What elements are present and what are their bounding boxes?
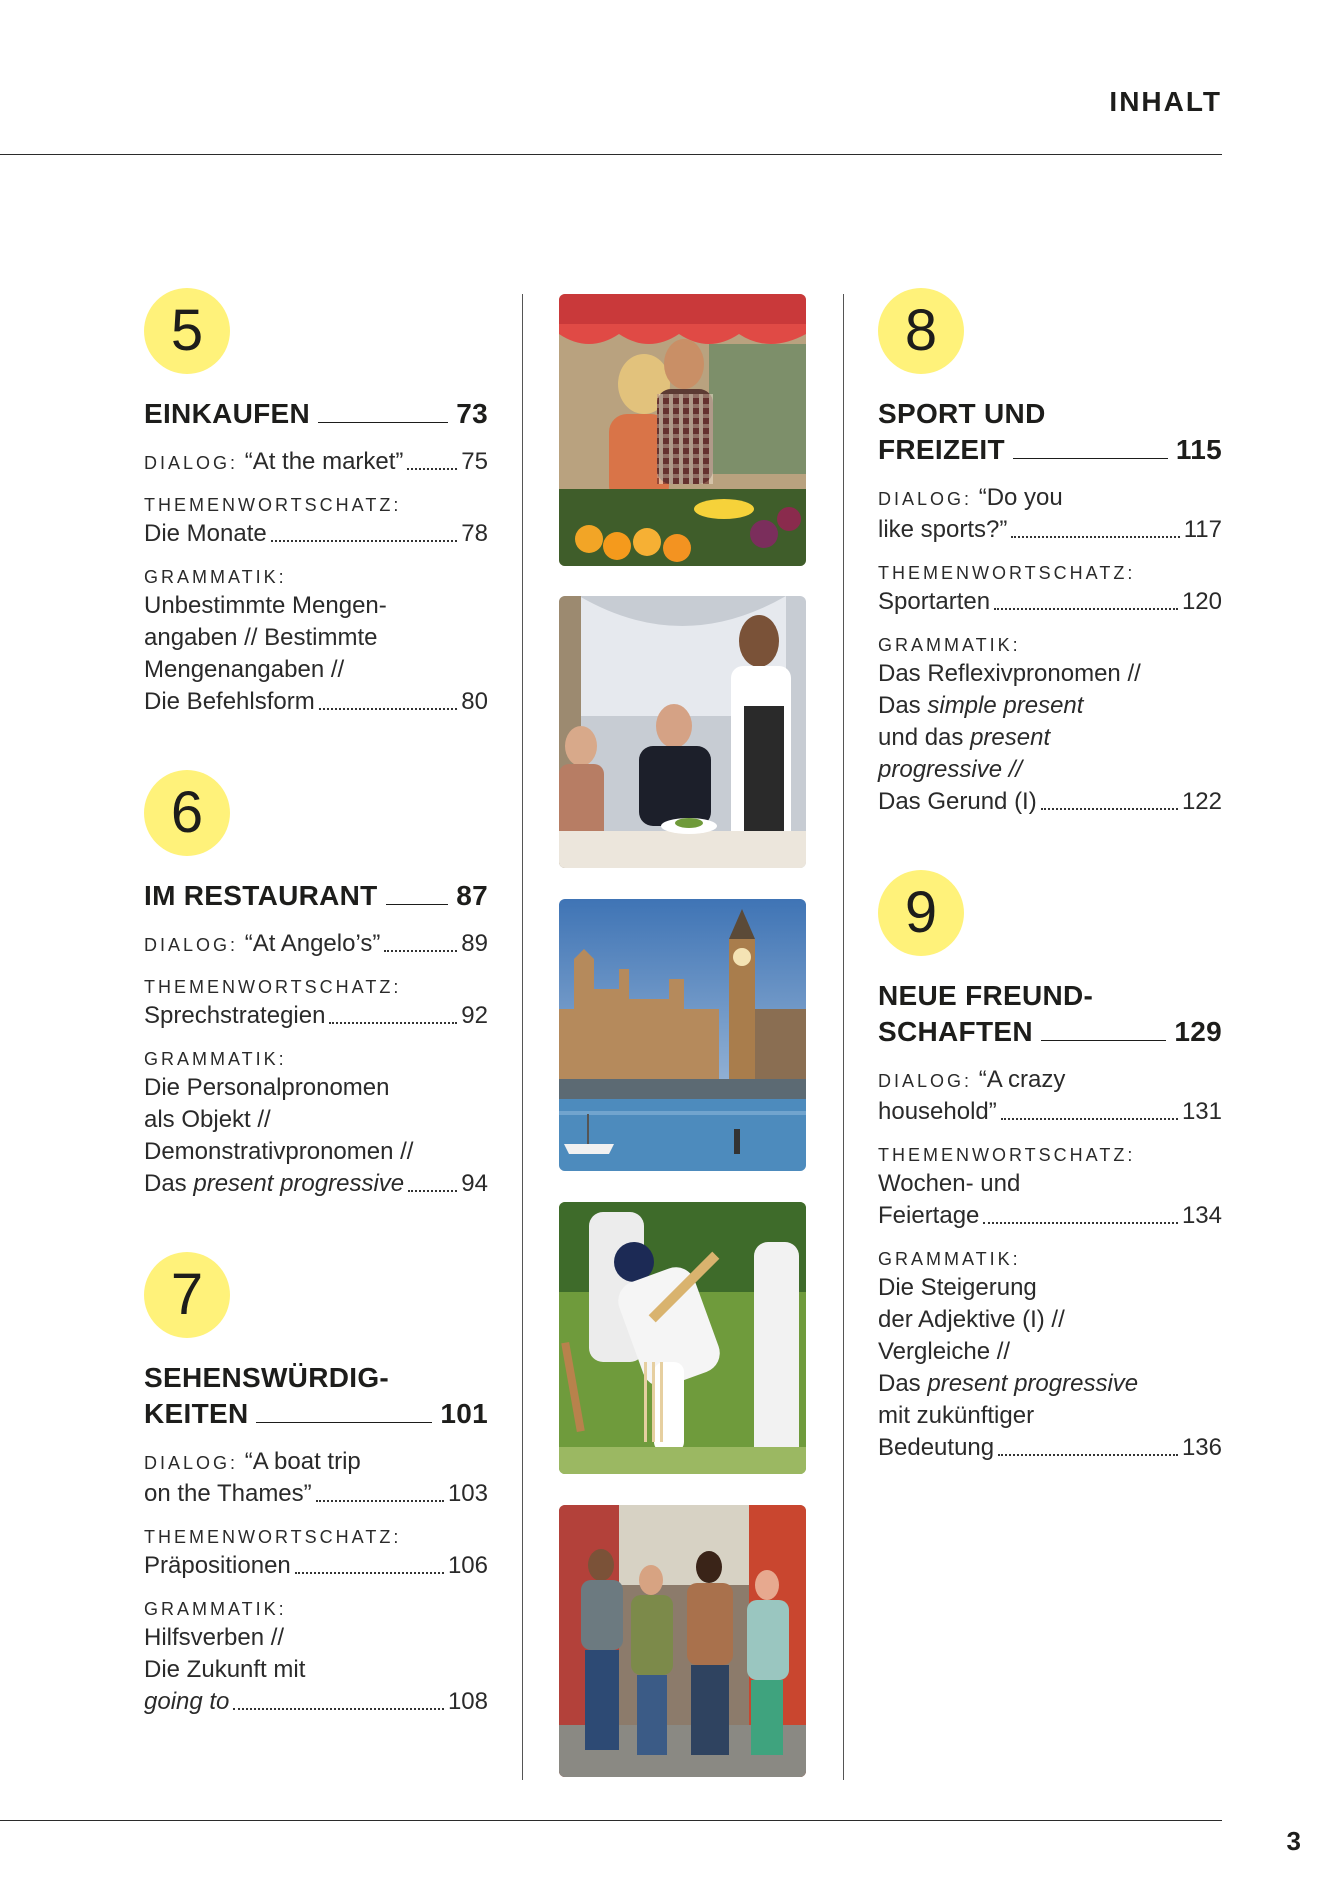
grammatik-entry[interactable]: GRAMMATIK: Unbestimmte Mengen- angaben // Bestimmte Mengenangaben // Die Befehlsform 80	[144, 567, 488, 715]
column-divider-right	[843, 294, 844, 1780]
dialog-entry[interactable]: DIALOG: “Do you like sports?” 117	[878, 484, 1222, 543]
dialog-entry[interactable]: DIALOG: “A boat trip on the Thames” 103	[144, 1448, 488, 1507]
chapter-number-badge: 9	[878, 870, 964, 956]
themen-entry[interactable]: THEMENWORTSCHATZ: Wochen- und Feiertage 134	[878, 1145, 1222, 1229]
chapter-9	[878, 870, 1222, 1464]
chapter-number-badge: 6	[144, 770, 230, 856]
restaurant-photo	[559, 596, 806, 868]
grammatik-entry[interactable]: GRAMMATIK: Hilfsverben // Die Zukunft mit going to 108	[144, 1599, 488, 1715]
column-divider-left	[522, 294, 523, 1780]
section-title: INHALT	[1109, 86, 1222, 117]
dialog-entry[interactable]: DIALOG: “At the market” 75	[144, 448, 488, 475]
cricket-photo	[559, 1202, 806, 1474]
grammatik-entry[interactable]: GRAMMATIK: Die Personalpronomen als Objekt // Demonstrativpronomen // Das present progressive 94	[144, 1049, 488, 1197]
dialog-entry[interactable]: DIALOG: “A crazy household” 131	[878, 1066, 1222, 1125]
chapter-5	[144, 288, 488, 718]
market-photo	[559, 294, 806, 566]
street-friends-photo	[559, 1505, 806, 1777]
london-photo	[559, 899, 806, 1171]
grammatik-entry[interactable]: GRAMMATIK: Das Reflexivpronomen // Das simple present und das present progressive // Das Gerund (I) 122	[878, 635, 1222, 815]
chapter-title[interactable]: SPORT UND FREIZEIT 115	[878, 398, 1222, 465]
chapter-8	[878, 288, 1222, 818]
themen-entry[interactable]: THEMENWORTSCHATZ: Sprechstrategien 92	[144, 977, 488, 1029]
chapter-number-badge: 5	[144, 288, 230, 374]
chapter-title[interactable]: SEHENSWÜRDIG- KEITEN 101	[144, 1362, 488, 1429]
themen-entry[interactable]: THEMENWORTSCHATZ: Die Monate 78	[144, 495, 488, 547]
top-rule	[0, 154, 1222, 155]
page-number: 3	[1286, 1826, 1301, 1856]
grammatik-entry[interactable]: GRAMMATIK: Die Steigerung der Adjektive (I) // Vergleiche // Das present progressive mit zukünftiger Bedeutung 136	[878, 1249, 1222, 1461]
chapter-number-badge: 8	[878, 288, 964, 374]
chapter-title[interactable]: NEUE FREUND- SCHAFTEN 129	[878, 980, 1222, 1047]
bottom-rule	[0, 1820, 1222, 1821]
dialog-entry[interactable]: DIALOG: “At Angelo’s” 89	[144, 930, 488, 957]
chapter-7	[144, 1252, 488, 1718]
chapter-number-badge: 7	[144, 1252, 230, 1338]
chapter-title[interactable]: IM RESTAURANT 87	[144, 880, 488, 911]
chapter-title[interactable]: EINKAUFEN 73	[144, 398, 488, 429]
themen-entry[interactable]: THEMENWORTSCHATZ: Präpositionen 106	[144, 1527, 488, 1579]
chapter-6	[144, 770, 488, 1200]
themen-entry[interactable]: THEMENWORTSCHATZ: Sportarten 120	[878, 563, 1222, 615]
